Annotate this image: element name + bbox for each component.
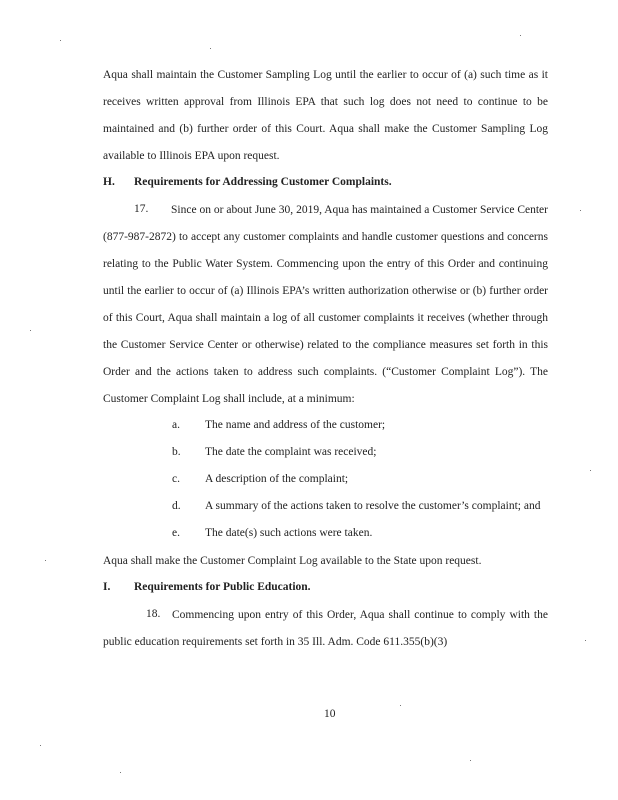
text-line: Aqua shall make the Customer Complaint Log available to the State upon request. bbox=[103, 555, 482, 567]
section-h-title: Requirements for Addressing Customer Complaints. bbox=[134, 176, 392, 188]
para-17-number: 17. bbox=[134, 203, 149, 215]
scan-speck bbox=[45, 560, 46, 561]
scan-speck bbox=[590, 470, 591, 471]
list-item-letter: c. bbox=[172, 473, 180, 485]
para-18-number: 18. bbox=[146, 608, 161, 620]
list-item-text: A summary of the actions taken to resolve the customer’s complaint; and bbox=[205, 500, 541, 512]
text-line: Customer Complaint Log shall include, at a minimum: bbox=[103, 393, 355, 405]
text-line: Aqua shall maintain the Customer Sampling Log until the earlier to occur of (a) such time as it bbox=[103, 69, 548, 81]
scan-speck bbox=[40, 745, 41, 746]
list-item-letter: d. bbox=[172, 500, 181, 512]
text-line: public education requirements set forth in 35 Ill. Adm. Code 611.355(b)(3) bbox=[103, 636, 448, 648]
text-line: the Customer Service Center or otherwise) related to the compliance measures set forth in this bbox=[103, 339, 548, 351]
text-line: Since on or about June 30, 2019, Aqua has maintained a Customer Service Center bbox=[171, 204, 548, 216]
text-line: Commencing upon entry of this Order, Aqua shall continue to comply with the bbox=[172, 609, 548, 621]
list-item-text: A description of the complaint; bbox=[205, 473, 349, 485]
list-item-text: The date the complaint was received; bbox=[205, 446, 377, 458]
scan-speck bbox=[585, 640, 586, 641]
list-item-letter: b. bbox=[172, 446, 181, 458]
text-line: (877-987-2872) to accept any customer complaints and handle customer questions and concerns bbox=[103, 231, 548, 243]
scan-speck bbox=[580, 210, 581, 211]
scan-speck bbox=[470, 760, 471, 761]
page-number: 10 bbox=[324, 708, 336, 720]
text-line: until the earlier to occur of (a) Illinois EPA’s written authorization otherwise or (b) further order bbox=[103, 285, 548, 297]
scan-speck bbox=[60, 40, 61, 41]
text-line: Order and the actions taken to address such complaints. (“Customer Complaint Log”). The bbox=[103, 366, 548, 378]
list-item-letter: a. bbox=[172, 419, 180, 431]
text-line: of this Court, Aqua shall maintain a log of all customer complaints it receives (whether through bbox=[103, 312, 548, 324]
section-i-letter: I. bbox=[103, 581, 111, 593]
scan-speck bbox=[520, 35, 521, 36]
section-h-letter: H. bbox=[103, 176, 115, 188]
text-line: available to Illinois EPA upon request. bbox=[103, 150, 280, 162]
scan-speck bbox=[120, 772, 121, 773]
scan-speck bbox=[30, 330, 31, 331]
scan-speck bbox=[400, 705, 401, 706]
list-item-letter: e. bbox=[172, 527, 180, 539]
text-line: relating to the Public Water System. Commencing upon the entry of this Order and continuing bbox=[103, 258, 548, 270]
text-line: maintained and (b) further order of this Court. Aqua shall make the Customer Sampling Log bbox=[103, 123, 548, 135]
scan-speck bbox=[210, 48, 211, 49]
list-item-text: The date(s) such actions were taken. bbox=[205, 527, 373, 539]
list-item-text: The name and address of the customer; bbox=[205, 419, 386, 431]
section-i-title: Requirements for Public Education. bbox=[134, 581, 311, 593]
text-line: receives written approval from Illinois EPA that such log does not need to continue to be bbox=[103, 96, 548, 108]
